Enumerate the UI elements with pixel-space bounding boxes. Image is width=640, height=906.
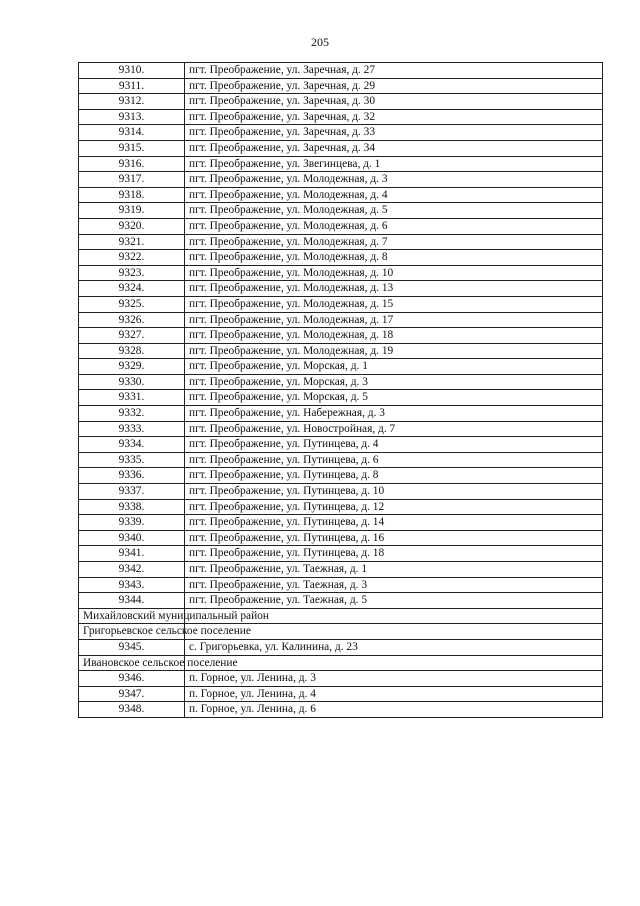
row-number: 9342.	[79, 562, 185, 578]
row-address: пгт. Преображение, ул. Молодежная, д. 8	[185, 250, 603, 266]
row-address: пгт. Преображение, ул. Молодежная, д. 19	[185, 343, 603, 359]
row-number: 9333.	[79, 421, 185, 437]
row-number: 9338.	[79, 499, 185, 515]
row-address: пгт. Преображение, ул. Молодежная, д. 6	[185, 218, 603, 234]
row-number: 9337.	[79, 484, 185, 500]
address-table	[78, 62, 603, 718]
row-number: 9318.	[79, 187, 185, 203]
row-number: 9339.	[79, 515, 185, 531]
row-address: пгт. Преображение, ул. Путинцева, д. 10	[185, 484, 603, 500]
row-address: пгт. Преображение, ул. Заречная, д. 34	[185, 140, 603, 156]
row-number: 9315.	[79, 140, 185, 156]
row-number: 9329.	[79, 359, 185, 375]
row-number: 9335.	[79, 452, 185, 468]
row-number: 9348.	[79, 702, 185, 718]
table-row	[79, 78, 603, 94]
row-address: пгт. Преображение, ул. Заречная, д. 30	[185, 94, 603, 110]
table-row	[79, 328, 603, 344]
row-address: пгт. Преображение, ул. Новостройная, д. 7	[185, 421, 603, 437]
row-number: 9334.	[79, 437, 185, 453]
row-address: пгт. Преображение, ул. Путинцева, д. 4	[185, 437, 603, 453]
table-row	[79, 686, 603, 702]
row-number: 9313.	[79, 109, 185, 125]
table-row	[79, 593, 603, 609]
table-row	[79, 562, 603, 578]
table-row	[79, 234, 603, 250]
row-number: 9311.	[79, 78, 185, 94]
row-number: 9343.	[79, 577, 185, 593]
row-address: пгт. Преображение, ул. Путинцева, д. 14	[185, 515, 603, 531]
row-address: пгт. Преображение, ул. Заречная, д. 32	[185, 109, 603, 125]
row-address: п. Горное, ул. Ленина, д. 6	[185, 702, 603, 718]
table-row	[79, 94, 603, 110]
table-row	[79, 577, 603, 593]
table-row	[79, 359, 603, 375]
table-row	[79, 639, 603, 655]
table-row	[79, 172, 603, 188]
table-row	[79, 343, 603, 359]
table-row	[79, 265, 603, 281]
row-number: 9316.	[79, 156, 185, 172]
row-address: пгт. Преображение, ул. Молодежная, д. 13	[185, 281, 603, 297]
table-row	[79, 437, 603, 453]
row-address: пгт. Преображение, ул. Молодежная, д. 7	[185, 234, 603, 250]
group-empty-cell	[185, 655, 603, 671]
row-number: 9310.	[79, 63, 185, 79]
row-number: 9312.	[79, 94, 185, 110]
row-number: 9345.	[79, 639, 185, 655]
row-address: п. Горное, ул. Ленина, д. 3	[185, 671, 603, 687]
row-number: 9317.	[79, 172, 185, 188]
table-row	[79, 546, 603, 562]
row-address: пгт. Преображение, ул. Молодежная, д. 3	[185, 172, 603, 188]
table-row	[79, 250, 603, 266]
row-number: 9319.	[79, 203, 185, 219]
table-row	[79, 203, 603, 219]
table-row	[79, 296, 603, 312]
row-address: пгт. Преображение, ул. Заречная, д. 33	[185, 125, 603, 141]
table-row	[79, 484, 603, 500]
row-address: пгт. Преображение, ул. Путинцева, д. 16	[185, 530, 603, 546]
table-row	[79, 390, 603, 406]
row-number: 9346.	[79, 671, 185, 687]
row-address: с. Григорьевка, ул. Калинина, д. 23	[185, 639, 603, 655]
table-row	[79, 499, 603, 515]
row-number: 9332.	[79, 406, 185, 422]
row-address: пгт. Преображение, ул. Путинцева, д. 12	[185, 499, 603, 515]
row-number: 9340.	[79, 530, 185, 546]
table-row	[79, 452, 603, 468]
table-row	[79, 702, 603, 718]
row-address: пгт. Преображение, ул. Путинцева, д. 18	[185, 546, 603, 562]
row-address: п. Горное, ул. Ленина, д. 4	[185, 686, 603, 702]
row-number: 9321.	[79, 234, 185, 250]
row-number: 9344.	[79, 593, 185, 609]
table-row	[79, 187, 603, 203]
table-row	[79, 374, 603, 390]
row-address: пгт. Преображение, ул. Молодежная, д. 17	[185, 312, 603, 328]
table-row	[79, 406, 603, 422]
row-address: пгт. Преображение, ул. Морская, д. 5	[185, 390, 603, 406]
group-label: Григорьевское сельское поселение	[79, 624, 185, 640]
table-row	[79, 515, 603, 531]
table-row	[79, 468, 603, 484]
row-address: пгт. Преображение, ул. Таежная, д. 5	[185, 593, 603, 609]
table-row	[79, 312, 603, 328]
row-number: 9336.	[79, 468, 185, 484]
table-row	[79, 530, 603, 546]
row-number: 9341.	[79, 546, 185, 562]
table-row	[79, 156, 603, 172]
table-row	[79, 421, 603, 437]
table-row	[79, 140, 603, 156]
group-header-row	[79, 624, 603, 640]
row-number: 9324.	[79, 281, 185, 297]
row-number: 9330.	[79, 374, 185, 390]
row-number: 9322.	[79, 250, 185, 266]
row-address: пгт. Преображение, ул. Молодежная, д. 18	[185, 328, 603, 344]
page-number: 205	[311, 35, 329, 49]
row-number: 9327.	[79, 328, 185, 344]
row-address: пгт. Преображение, ул. Путинцева, д. 6	[185, 452, 603, 468]
group-header-row	[79, 608, 603, 624]
table-row	[79, 281, 603, 297]
group-label: Михайловский муниципальный район	[79, 608, 185, 624]
row-number: 9325.	[79, 296, 185, 312]
row-number: 9328.	[79, 343, 185, 359]
table-row	[79, 671, 603, 687]
table-row	[79, 63, 603, 79]
row-address: пгт. Преображение, ул. Молодежная, д. 4	[185, 187, 603, 203]
row-number: 9326.	[79, 312, 185, 328]
row-number: 9331.	[79, 390, 185, 406]
row-address: пгт. Преображение, ул. Морская, д. 1	[185, 359, 603, 375]
table-row	[79, 218, 603, 234]
row-number: 9347.	[79, 686, 185, 702]
row-address: пгт. Преображение, ул. Таежная, д. 3	[185, 577, 603, 593]
row-address: пгт. Преображение, ул. Таежная, д. 1	[185, 562, 603, 578]
table-row	[79, 125, 603, 141]
group-label: Ивановское сельское поселение	[79, 655, 185, 671]
row-address: пгт. Преображение, ул. Набережная, д. 3	[185, 406, 603, 422]
group-header-row	[79, 655, 603, 671]
row-number: 9320.	[79, 218, 185, 234]
row-address: пгт. Преображение, ул. Заречная, д. 27	[185, 63, 603, 79]
table-row	[79, 109, 603, 125]
row-address: пгт. Преображение, ул. Заречная, д. 29	[185, 78, 603, 94]
row-number: 9323.	[79, 265, 185, 281]
row-number: 9314.	[79, 125, 185, 141]
row-address: пгт. Преображение, ул. Молодежная, д. 15	[185, 296, 603, 312]
row-address: пгт. Преображение, ул. Молодежная, д. 5	[185, 203, 603, 219]
row-address: пгт. Преображение, ул. Морская, д. 3	[185, 374, 603, 390]
row-address: пгт. Преображение, ул. Путинцева, д. 8	[185, 468, 603, 484]
address-table-body	[79, 63, 603, 718]
row-address: пгт. Преображение, ул. Молодежная, д. 10	[185, 265, 603, 281]
row-address: пгт. Преображение, ул. Звегинцева, д. 1	[185, 156, 603, 172]
